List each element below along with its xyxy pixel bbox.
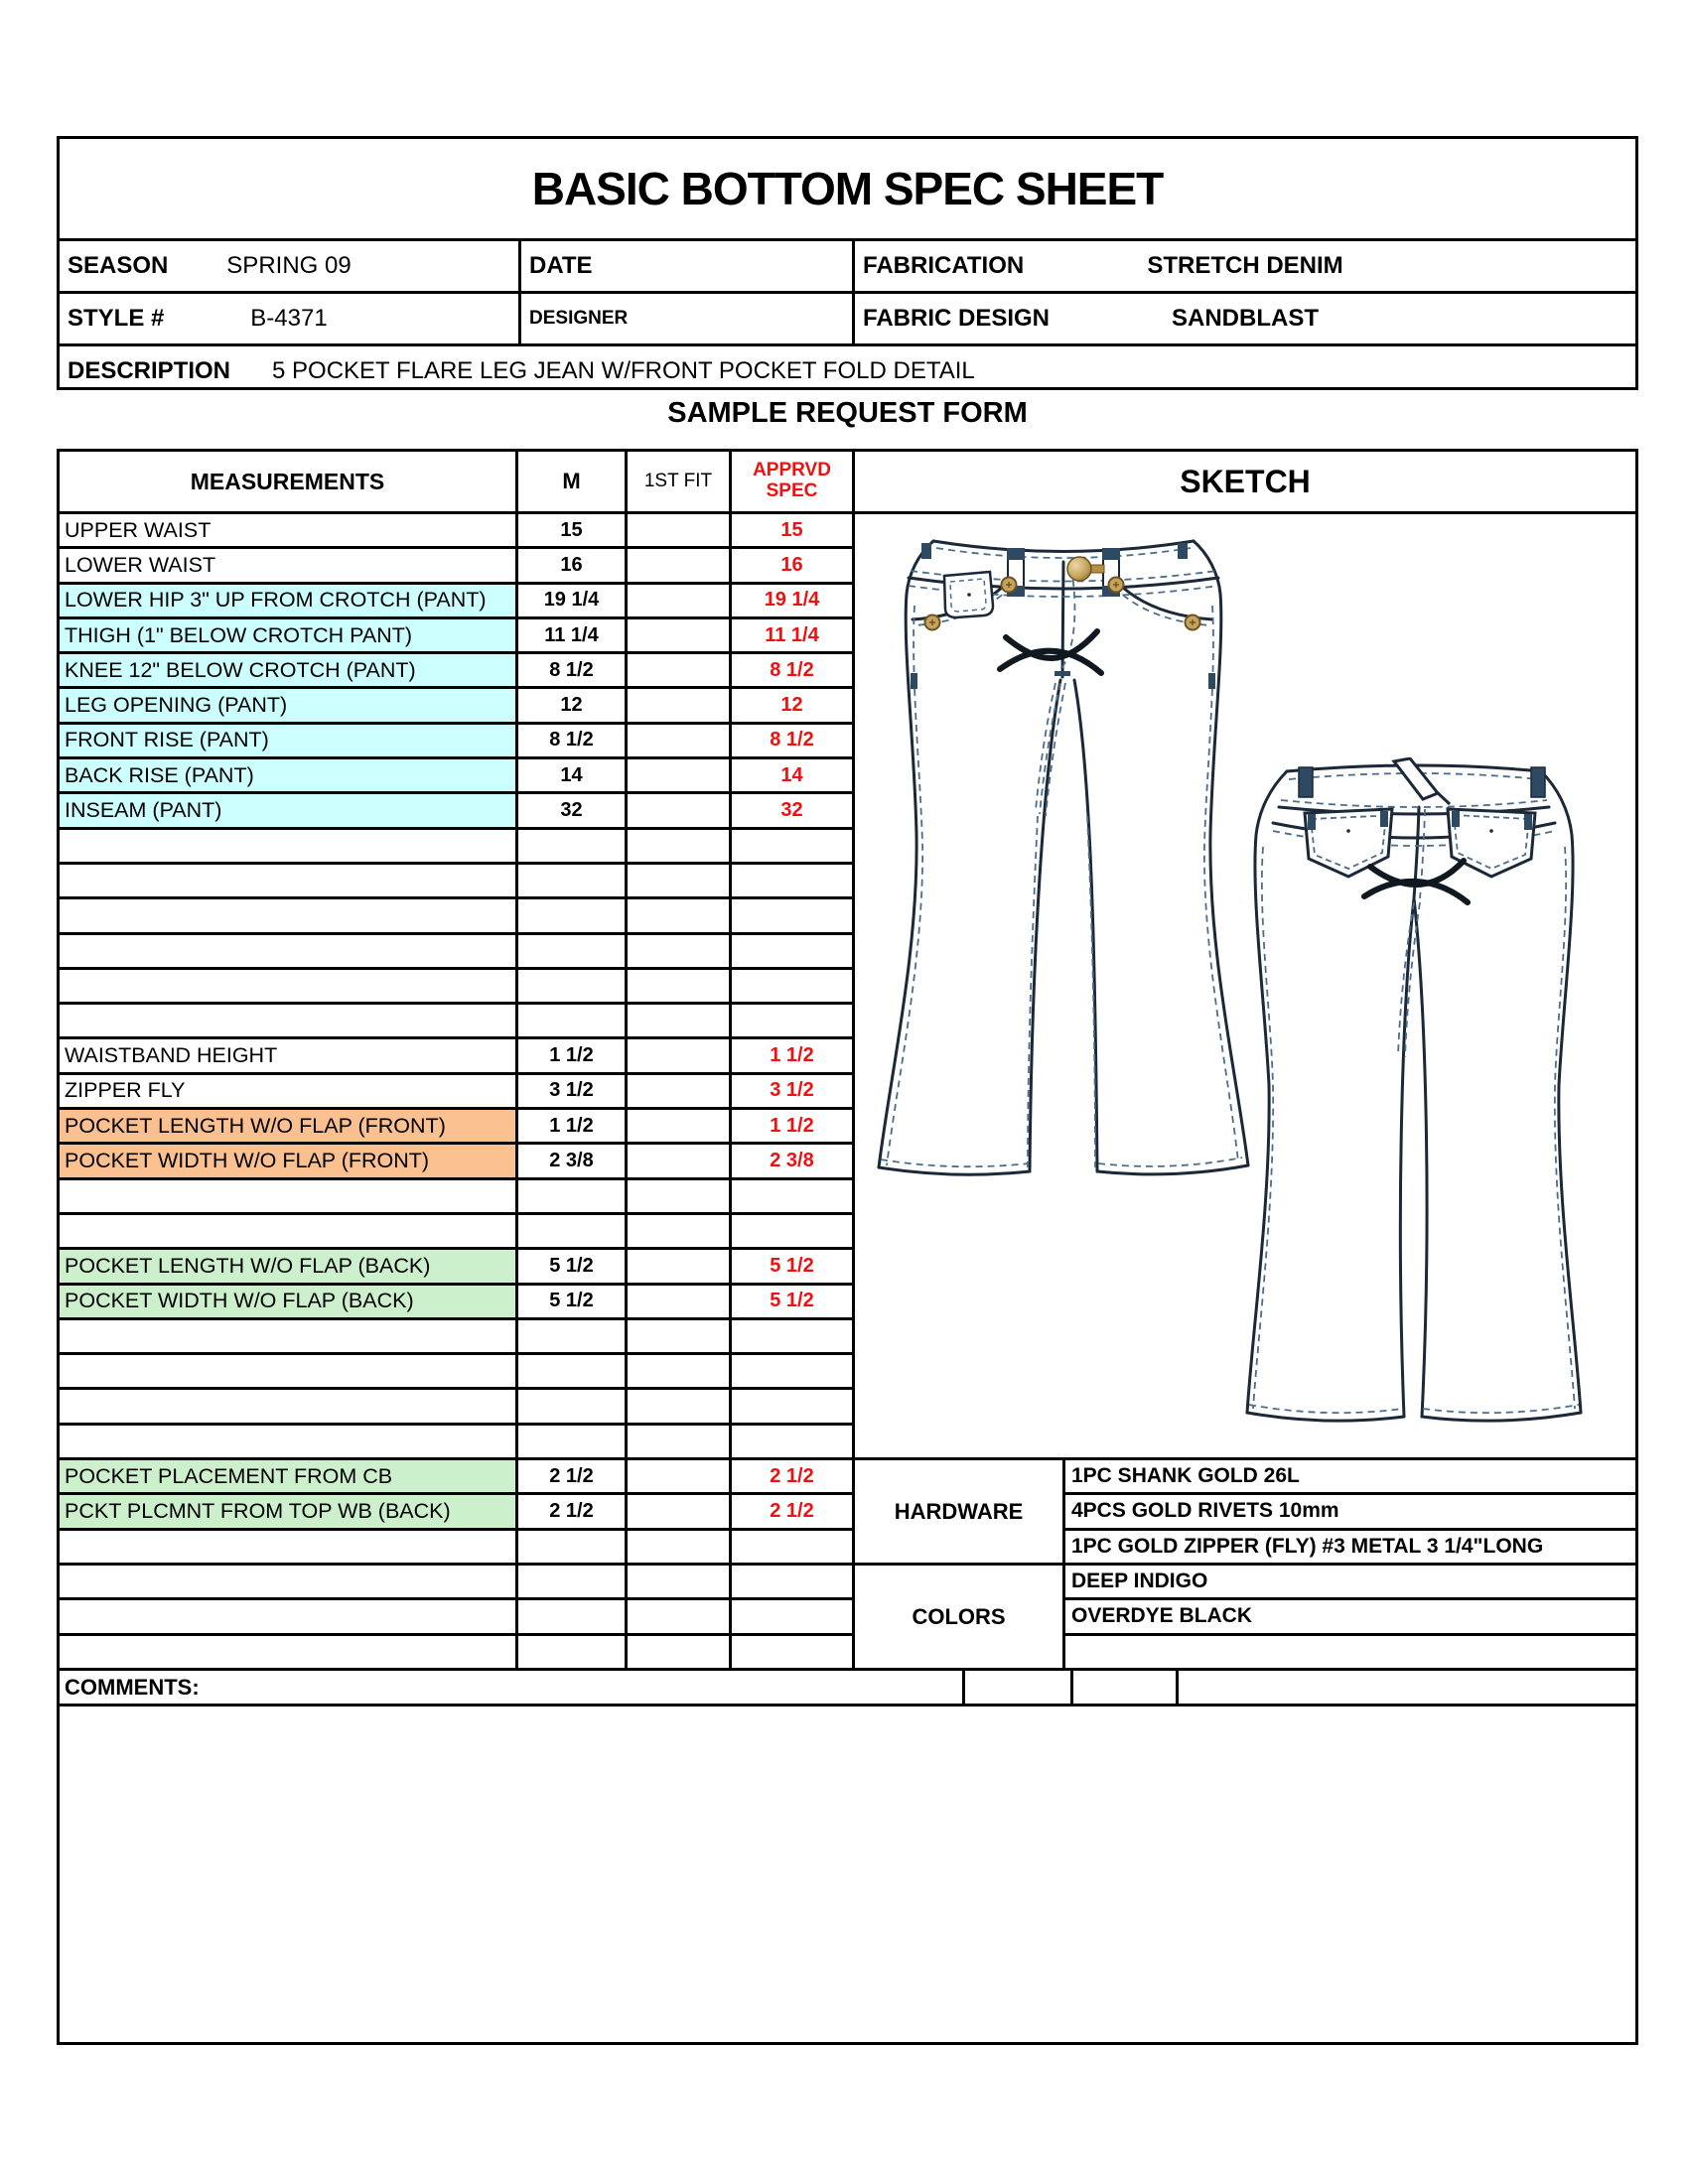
measurement-apprvd-cell: 8 1/2 — [770, 729, 814, 751]
measurement-apprvd-cell — [732, 1320, 852, 1352]
front-coin-pocket — [944, 572, 993, 617]
measurement-m-cell: 14 — [518, 759, 628, 791]
measurement-apprvd-cell: 2 1/2 — [770, 1464, 814, 1487]
measurement-first-fit-cell — [628, 1636, 732, 1668]
fabric-design-label: FABRIC DESIGN — [863, 305, 1051, 332]
hardware-item: 1PC GOLD ZIPPER (FLY) #3 METAL 3 1/4"LONG — [1065, 1531, 1635, 1566]
measurement-apprvd-cell — [732, 935, 852, 967]
measurement-first-fit-cell — [628, 1039, 732, 1071]
measurement-first-fit-cell — [628, 970, 732, 1002]
measurement-m-cell: 2 1/2 — [518, 1495, 628, 1527]
back-silhouette — [1247, 765, 1581, 1421]
measurement-row — [60, 1426, 852, 1460]
measurement-m-cell — [518, 935, 628, 967]
sketch-panel-title: SKETCH — [852, 452, 1635, 514]
measurement-row — [60, 899, 852, 934]
measurement-name-cell: THIGH (1" BELOW CROTCH PANT) — [60, 619, 518, 651]
main-box — [57, 449, 1638, 2045]
measurement-name-cell: ZIPPER FLY — [60, 1075, 518, 1107]
season-cell — [60, 241, 521, 291]
colors-label: COLORS — [855, 1566, 1065, 1671]
measurement-row — [60, 1075, 852, 1110]
measurement-row — [60, 514, 852, 549]
colors-section — [855, 1566, 1635, 1671]
measurement-first-fit-cell — [628, 1215, 732, 1247]
measurement-apprvd-cell — [732, 1636, 852, 1668]
measurement-row — [60, 1286, 852, 1320]
description-value: 5 POCKET FLARE LEG JEAN W/FRONT POCKET FOLD DETAIL — [272, 357, 975, 384]
measurement-apprvd-cell: 5 1/2 — [770, 1290, 814, 1312]
measurement-row — [60, 654, 852, 689]
measurement-name-cell — [60, 1355, 518, 1387]
measurement-m-cell: 11 1/4 — [518, 619, 628, 651]
hardware-colors-block — [852, 1460, 1635, 1671]
measurement-row — [60, 619, 852, 654]
measurement-first-fit-cell — [628, 1600, 732, 1632]
measurement-name-cell — [60, 899, 518, 931]
measurement-row — [60, 1145, 852, 1179]
measurement-name-cell — [60, 1390, 518, 1422]
measurement-name-cell: LEG OPENING (PANT) — [60, 689, 518, 721]
page-title: BASIC BOTTOM SPEC SHEET — [531, 163, 1164, 214]
measurement-apprvd-cell — [732, 970, 852, 1002]
measurement-name-cell — [60, 830, 518, 862]
measurement-row — [60, 1600, 852, 1635]
col-first-fit: 1ST FIT — [628, 452, 732, 511]
measurement-row — [60, 689, 852, 724]
measurement-row — [60, 1531, 852, 1566]
jeans-back-sketch — [1243, 757, 1606, 1437]
measurement-m-cell: 19 1/4 — [518, 585, 628, 616]
measurement-name-cell: UPPER WAIST — [60, 514, 518, 546]
measurement-first-fit-cell — [628, 1426, 732, 1457]
fabrication-label: FABRICATION — [863, 252, 1025, 279]
col-measurements: MEASUREMENTS — [60, 452, 518, 511]
measurement-m-cell: 8 1/2 — [518, 654, 628, 686]
measurement-m-cell — [518, 1390, 628, 1422]
measurement-first-fit-cell — [628, 1460, 732, 1492]
measurement-m-cell — [518, 1005, 628, 1036]
measurement-m-cell: 5 1/2 — [518, 1286, 628, 1317]
measurement-apprvd-cell — [732, 865, 852, 896]
description-row — [60, 346, 1635, 396]
measurement-row — [60, 1180, 852, 1215]
measurement-first-fit-cell — [628, 1320, 732, 1352]
measurement-apprvd-cell — [732, 830, 852, 862]
measurement-m-cell: 3 1/2 — [518, 1075, 628, 1107]
season-label: SEASON — [68, 252, 169, 279]
measurement-apprvd-cell — [732, 1215, 852, 1247]
measurement-apprvd-cell: 14 — [780, 763, 803, 786]
season-value: SPRING 09 — [226, 252, 352, 279]
measurement-apprvd-cell: 2 3/8 — [770, 1149, 814, 1171]
measurement-m-cell: 5 1/2 — [518, 1250, 628, 1282]
measurement-name-cell: LOWER WAIST — [60, 549, 518, 581]
measurement-first-fit-cell — [628, 549, 732, 581]
measurement-row — [60, 585, 852, 619]
measurement-first-fit-cell — [628, 830, 732, 862]
measurement-first-fit-cell — [628, 1390, 732, 1422]
measurement-m-cell: 12 — [518, 689, 628, 721]
measurement-m-cell: 32 — [518, 794, 628, 826]
measurement-first-fit-cell — [628, 585, 732, 616]
designer-label: DESIGNER — [529, 308, 629, 329]
hardware-item: 1PC SHANK GOLD 26L — [1065, 1460, 1635, 1495]
measurement-name-cell — [60, 1320, 518, 1352]
measurement-name-cell: POCKET WIDTH W/O FLAP (FRONT) — [60, 1145, 518, 1176]
description-label: DESCRIPTION — [68, 357, 231, 384]
measurement-m-cell — [518, 899, 628, 931]
measurement-m-cell — [518, 1426, 628, 1457]
measurement-first-fit-cell — [628, 935, 732, 967]
measurement-apprvd-cell — [732, 1005, 852, 1036]
date-label: DATE — [529, 252, 593, 279]
measurement-name-cell: PCKT PLCMNT FROM TOP WB (BACK) — [60, 1495, 518, 1527]
info-row-2 — [60, 294, 1635, 346]
measurement-row — [60, 1005, 852, 1039]
measurement-row — [60, 1250, 852, 1285]
measurement-name-cell: WAISTBAND HEIGHT — [60, 1039, 518, 1071]
measurements-table-header — [60, 452, 852, 514]
measurement-apprvd-cell: 1 1/2 — [770, 1114, 814, 1137]
designer-cell — [521, 294, 855, 343]
measurement-name-cell: KNEE 12" BELOW CROTCH (PANT) — [60, 654, 518, 686]
color-item — [1065, 1636, 1635, 1671]
measurement-apprvd-cell — [732, 1566, 852, 1597]
measurement-name-cell: BACK RISE (PANT) — [60, 759, 518, 791]
measurement-first-fit-cell — [628, 619, 732, 651]
measurement-apprvd-cell — [732, 1390, 852, 1422]
measurement-m-cell: 2 3/8 — [518, 1145, 628, 1176]
measurement-apprvd-cell — [732, 899, 852, 931]
measurement-row — [60, 1566, 852, 1600]
hardware-section — [855, 1460, 1635, 1566]
measurement-name-cell — [60, 1180, 518, 1212]
measurement-apprvd-cell: 12 — [780, 694, 803, 717]
measurement-name-cell: INSEAM (PANT) — [60, 794, 518, 826]
measurement-name-cell: POCKET WIDTH W/O FLAP (BACK) — [60, 1286, 518, 1317]
front-silhouette — [879, 541, 1248, 1174]
measurement-apprvd-cell — [732, 1531, 852, 1563]
measurement-row — [60, 830, 852, 865]
measurement-m-cell: 8 1/2 — [518, 725, 628, 756]
measurement-apprvd-cell: 3 1/2 — [770, 1079, 814, 1102]
measurement-apprvd-cell — [732, 1600, 852, 1632]
measurement-m-cell — [518, 830, 628, 862]
measurement-m-cell: 2 1/2 — [518, 1460, 628, 1492]
front-button — [1067, 557, 1104, 581]
measurement-apprvd-cell: 8 1/2 — [770, 658, 814, 681]
measurement-name-cell — [60, 1600, 518, 1632]
measurement-first-fit-cell — [628, 899, 732, 931]
measurement-first-fit-cell — [628, 689, 732, 721]
measurement-first-fit-cell — [628, 514, 732, 546]
back-pocket-left — [1305, 809, 1392, 877]
measurement-first-fit-cell — [628, 865, 732, 896]
measurement-name-cell — [60, 935, 518, 967]
measurement-first-fit-cell — [628, 1250, 732, 1282]
front-fold-detail — [1000, 631, 1101, 673]
measurement-apprvd-cell: 16 — [780, 553, 803, 576]
measurement-m-cell — [518, 1531, 628, 1563]
measurement-name-cell — [60, 1531, 518, 1563]
measurement-name-cell — [60, 1636, 518, 1668]
hardware-label: HARDWARE — [855, 1460, 1065, 1566]
measurement-m-cell — [518, 970, 628, 1002]
measurement-first-fit-cell — [628, 1180, 732, 1212]
hardware-items — [1065, 1460, 1635, 1566]
fabric-design-cell — [855, 294, 1635, 343]
measurement-row — [60, 970, 852, 1005]
measurement-apprvd-cell: 5 1/2 — [770, 1254, 814, 1277]
measurement-name-cell: POCKET LENGTH W/O FLAP (FRONT) — [60, 1110, 518, 1142]
measurement-row — [60, 725, 852, 759]
measurement-first-fit-cell — [628, 1110, 732, 1142]
info-row-1 — [60, 241, 1635, 294]
measurement-first-fit-cell — [628, 1566, 732, 1597]
comments-cell-4 — [1179, 1671, 1635, 1704]
back-stitching — [1249, 773, 1579, 1413]
jeans-front-sketch — [859, 516, 1251, 1201]
style-value: B-4371 — [250, 305, 328, 332]
measurements-table — [60, 514, 852, 1671]
measurement-row — [60, 935, 852, 970]
measurement-apprvd-cell — [732, 1355, 852, 1387]
measurement-row — [60, 1110, 852, 1145]
sketch-area — [852, 514, 1635, 1460]
measurement-row — [60, 1460, 852, 1495]
measurement-name-cell — [60, 970, 518, 1002]
measurement-name-cell: LOWER HIP 3" UP FROM CROTCH (PANT) — [60, 585, 518, 616]
style-label: STYLE # — [68, 305, 165, 332]
measurement-first-fit-cell — [628, 1075, 732, 1107]
measurement-m-cell: 1 1/2 — [518, 1110, 628, 1142]
style-cell — [60, 294, 521, 343]
col-apprvd-spec: APPRVD SPEC — [753, 460, 831, 501]
measurement-name-cell: POCKET PLACEMENT FROM CB — [60, 1460, 518, 1492]
header-box — [57, 136, 1638, 390]
measurement-apprvd-cell: 15 — [780, 518, 803, 541]
measurement-row — [60, 1495, 852, 1530]
fabrication-cell — [855, 241, 1635, 291]
measurement-row — [60, 1355, 852, 1390]
measurement-row — [60, 1390, 852, 1425]
measurement-row — [60, 1320, 852, 1355]
comments-cell-3 — [1073, 1671, 1179, 1704]
measurement-row — [60, 549, 852, 584]
measurement-name-cell — [60, 1215, 518, 1247]
measurement-m-cell — [518, 1600, 628, 1632]
measurement-row — [60, 1039, 852, 1074]
measurement-m-cell — [518, 1355, 628, 1387]
measurement-name-cell — [60, 1005, 518, 1036]
measurement-first-fit-cell — [628, 1531, 732, 1563]
title-row — [60, 139, 1635, 241]
col-m: M — [518, 452, 628, 511]
measurement-name-cell — [60, 1426, 518, 1457]
comments-label: COMMENTS: — [60, 1671, 965, 1704]
measurement-apprvd-cell: 11 1/4 — [765, 623, 819, 646]
measurement-first-fit-cell — [628, 1005, 732, 1036]
measurement-first-fit-cell — [628, 725, 732, 756]
measurement-row — [60, 1636, 852, 1671]
measurement-name-cell — [60, 1566, 518, 1597]
measurement-m-cell: 15 — [518, 514, 628, 546]
measurement-m-cell — [518, 1320, 628, 1352]
fabrication-value: STRETCH DENIM — [1147, 252, 1343, 279]
measurement-row — [60, 865, 852, 899]
front-bartack — [1055, 671, 1070, 676]
measurement-first-fit-cell — [628, 1355, 732, 1387]
comments-cell-2 — [965, 1671, 1073, 1704]
comments-area — [60, 1706, 1635, 2042]
measurement-apprvd-cell: 19 1/4 — [764, 589, 820, 612]
measurement-apprvd-cell — [732, 1426, 852, 1457]
measurement-row — [60, 1215, 852, 1250]
measurement-m-cell: 16 — [518, 549, 628, 581]
measurement-row — [60, 759, 852, 794]
measurement-apprvd-cell: 1 1/2 — [770, 1044, 814, 1067]
fabric-design-value: SANDBLAST — [1172, 305, 1319, 332]
measurement-m-cell — [518, 1180, 628, 1212]
measurement-m-cell — [518, 1215, 628, 1247]
measurement-m-cell — [518, 865, 628, 896]
measurement-m-cell — [518, 1636, 628, 1668]
colors-items — [1065, 1566, 1635, 1671]
date-cell — [521, 241, 855, 291]
comments-header-row — [60, 1671, 1635, 1706]
form-heading: SAMPLE REQUEST FORM — [667, 397, 1028, 429]
measurement-first-fit-cell — [628, 1145, 732, 1176]
measurement-name-cell: POCKET LENGTH W/O FLAP (BACK) — [60, 1250, 518, 1282]
hardware-item: 4PCS GOLD RIVETS 10mm — [1065, 1495, 1635, 1530]
measurement-apprvd-cell — [732, 1180, 852, 1212]
measurement-m-cell: 1 1/2 — [518, 1039, 628, 1071]
measurement-first-fit-cell — [628, 1495, 732, 1527]
measurement-first-fit-cell — [628, 1286, 732, 1317]
measurement-apprvd-cell: 2 1/2 — [770, 1499, 814, 1522]
measurement-first-fit-cell — [628, 759, 732, 791]
color-item: OVERDYE BLACK — [1065, 1600, 1635, 1635]
measurement-apprvd-cell: 32 — [780, 799, 803, 822]
measurement-row — [60, 794, 852, 829]
measurement-name-cell: FRONT RISE (PANT) — [60, 725, 518, 756]
measurement-name-cell — [60, 865, 518, 896]
measurement-first-fit-cell — [628, 794, 732, 826]
measurement-first-fit-cell — [628, 654, 732, 686]
measurement-m-cell — [518, 1566, 628, 1597]
color-item: DEEP INDIGO — [1065, 1566, 1635, 1600]
